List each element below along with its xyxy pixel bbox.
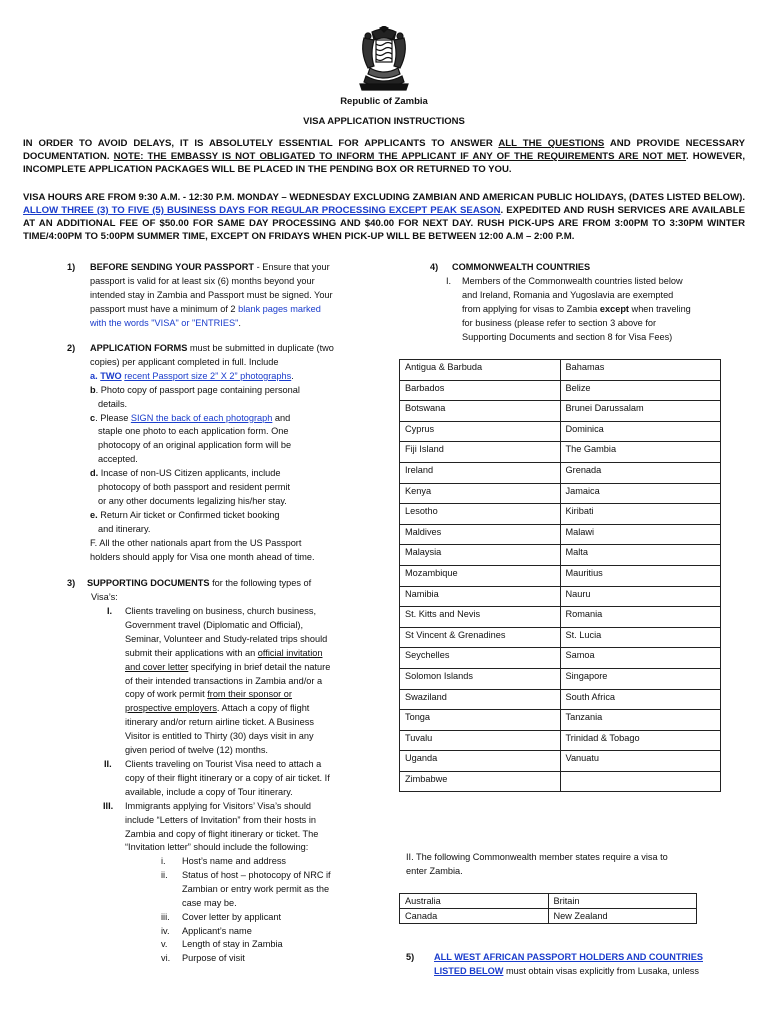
exempt-country-row bbox=[400, 504, 721, 525]
section-1-heading: BEFORE SENDING YOUR PASSPORT bbox=[90, 262, 255, 272]
country-cell: South Africa bbox=[560, 689, 721, 710]
exempt-country-row bbox=[400, 689, 721, 710]
invitation-letter-list: i. Host’s name and address ii. Status of host – photocopy of NRC if Zambian or entry work permit as the case may be. iii. Cover letter by applicant iv. Applicant’s name v. Length of stay in Zambia vi. Purpose of visit bbox=[161, 856, 331, 964]
exempt-country-row bbox=[400, 524, 721, 545]
country-title: Republic of Zambia bbox=[340, 96, 428, 107]
country-cell: Mauritius bbox=[560, 565, 721, 586]
country-cell: Canada bbox=[400, 909, 549, 924]
photo-size-link[interactable]: recent Passport size 2” X 2” photographs bbox=[124, 370, 292, 381]
listed-below-link[interactable]: LISTED BELOW bbox=[434, 965, 504, 976]
west-african-holders-link[interactable]: ALL WEST AFRICAN PASSPORT HOLDERS AND COUNTRIES bbox=[434, 952, 703, 962]
exempt-country-row bbox=[400, 751, 721, 772]
country-cell: Tuvalu bbox=[400, 730, 561, 751]
country-cell: Namibia bbox=[400, 586, 561, 607]
country-cell: Mozambique bbox=[400, 565, 561, 586]
country-cell: Lesotho bbox=[400, 504, 561, 525]
country-cell: Malaysia bbox=[400, 545, 561, 566]
section-4 bbox=[430, 261, 590, 275]
country-cell: Dominica bbox=[560, 421, 721, 442]
country-cell: Nauru bbox=[560, 586, 721, 607]
country-cell: Brunei Darussalam bbox=[560, 401, 721, 422]
exempt-country-row bbox=[400, 730, 721, 751]
visa-required-row bbox=[400, 909, 697, 924]
country-cell: The Gambia bbox=[560, 442, 721, 463]
visa-required-row bbox=[400, 894, 697, 909]
country-cell: Singapore bbox=[560, 668, 721, 689]
country-cell: Swaziland bbox=[400, 689, 561, 710]
country-cell: New Zealand bbox=[548, 909, 697, 924]
country-cell: Fiji Island bbox=[400, 442, 561, 463]
country-cell: Belize bbox=[560, 380, 721, 401]
country-cell: Cyprus bbox=[400, 421, 561, 442]
exempt-country-row bbox=[400, 545, 721, 566]
exempt-country-row bbox=[400, 710, 721, 731]
section-2-number: 2) bbox=[67, 343, 76, 353]
country-cell: Kenya bbox=[400, 483, 561, 504]
country-cell: Kiribati bbox=[560, 504, 721, 525]
section-2-heading: APPLICATION FORMS bbox=[90, 343, 188, 353]
country-cell: Romania bbox=[560, 607, 721, 628]
exempt-country-row bbox=[400, 565, 721, 586]
intro-paragraph-1: IN ORDER TO AVOID DELAYS, IT IS ABSOLUTELY ESSENTIAL FOR APPLICANTS TO ANSWER ALL THE QUESTIONS AND PROVIDE NECESSARY DOCUMENTATION. NOTE: THE EMBASSY IS NOT OBLIGATED TO INFORM THE APPLICANT IF ANY OF THE REQUIREMENTS ARE NOT MET. HOWEVER, INCOMPLETE APPLICATION PACKAGES WILL BE PLACED IN THE PENDING BOX OR RETURNED TO YOU. bbox=[23, 138, 745, 175]
exempt-country-row bbox=[400, 483, 721, 504]
section-3: 3) SUPPORTING DOCUMENTS for the following types of Visa’s: I. Clients traveling on business, church business, Government travel (Diplomatic and Official), Seminar, Volunteer and Study-related trips should submit their applications with an official invitation and cover letter specifying in brief detail the nature of their intended transactions in Zambia and/or a copy of work permit from their sponsor or prospective employers. Attach a copy of flight itinerary and/or return airline ticket. A Business Visitor is entitled to Thirty (30) days visit in any given period of twelve (12) months. II. Clients traveling on Tourist Visa need to attach a copy of their flight itinerary or a copy of air ticket. If available, include a copy of Tour itinerary. III. Immigrants applying for Visitors’ Visa’s should include “Letters of Invitation” from their hosts in Zambia and copy of flight itinerary or ticket. The “Invitation letter” should include the following: i. Host’s name and address ii. Status of host – photocopy of NRC if Zambian or entry work permit as the case may be. iii. Cover letter by applicant iv. Applicant’s name v. Length of stay in Zambia vi. Purpose of visit bbox=[67, 577, 363, 605]
section-3-number: 3) bbox=[67, 578, 76, 588]
section-4-visa-required-text: II. The following Commonwealth member states require a visa to enter Zambia. bbox=[406, 852, 668, 876]
country-cell: Samoa bbox=[560, 648, 721, 669]
embassy-note: NOTE: THE EMBASSY IS NOT OBLIGATED TO INFORM THE APPLICANT IF ANY OF THE REQUIREMENTS ARE NOT MET bbox=[113, 151, 687, 162]
blank-pages-link[interactable]: blank pages marked bbox=[238, 303, 321, 314]
country-cell: St. Lucia bbox=[560, 627, 721, 648]
country-cell: St Vincent & Grenadines bbox=[400, 627, 561, 648]
exempt-country-row bbox=[400, 462, 721, 483]
section-3-heading: SUPPORTING DOCUMENTS bbox=[87, 578, 210, 588]
section-4-exemption-text: I. Members of the Commonwealth countries listed below and Ireland, Romania and Yugoslavia are exempted from applying for visas to Zambia except when traveling for business (please refer to section 3 above for Supporting Documents and section 8 for Visa Fees) bbox=[446, 276, 691, 342]
country-cell: Ireland bbox=[400, 462, 561, 483]
country-cell: Tanzania bbox=[560, 710, 721, 731]
country-cell: Jamaica bbox=[560, 483, 721, 504]
two-photos-link[interactable]: TWO bbox=[100, 370, 122, 381]
zambia-coat-of-arms-icon bbox=[350, 26, 418, 96]
country-cell: Britain bbox=[548, 894, 697, 909]
section-1: 1) BEFORE SENDING YOUR PASSPORT - Ensure that your passport is valid for at least six (6) months beyond your intended stay in Zambia and Passport must be signed. Your passport must have a minimum of 2 blank pages marked with the words "VISA" or "ENTRIES". bbox=[67, 262, 333, 328]
exempt-country-row bbox=[400, 360, 721, 381]
country-cell: Bahamas bbox=[560, 360, 721, 381]
country-cell: Seychelles bbox=[400, 648, 561, 669]
country-cell: Solomon Islands bbox=[400, 668, 561, 689]
country-cell: St. Kitts and Nevis bbox=[400, 607, 561, 628]
exempt-country-row bbox=[400, 401, 721, 422]
processing-time-link[interactable]: ALLOW THREE (3) TO FIVE (5) BUSINESS DAYS FOR REGULAR PROCESSING EXCEPT PEAK SEASON bbox=[23, 205, 501, 216]
country-cell: Australia bbox=[400, 894, 549, 909]
country-cell bbox=[560, 771, 721, 792]
intro-paragraph-2: VISA HOURS ARE FROM 9:30 A.M. - 12:30 P.M. MONDAY – WEDNESDAY EXCLUDING ZAMBIAN AND AMERICAN PUBLIC HOLIDAYS, (DATES LISTED BELOW). ALLOW THREE (3) TO FIVE (5) BUSINESS DAYS FOR REGULAR PROCESSING EXCEPT PEAK SEASON. EXPEDITED AND RUSH SERVICES ARE AVAILABLE AT AN ADDITIONAL FEE OF $50.00 FOR SAME DAY PROCESSING AND $40.00 FOR NEXT DAY. RUSH PICK-UPS ARE FROM 3:00PM TO 3:30PM WINTER TIME/4:00PM TO 5:00PM SUMMER TIME, EXCEPT ON FRIDAYS WHEN PICK-UP WILL BE BETWEEN 12:00 A.M – 2:00 P.M. bbox=[23, 192, 745, 242]
section-5: 5) ALL WEST AFRICAN PASSPORT HOLDERS AND COUNTRIES LISTED BELOW must obtain visas explicitly from Lusaka, unless bbox=[406, 952, 703, 976]
country-cell: Malawi bbox=[560, 524, 721, 545]
country-cell: Trinidad & Tobago bbox=[560, 730, 721, 751]
country-cell: Tonga bbox=[400, 710, 561, 731]
section-4-heading: COMMONWEALTH COUNTRIES bbox=[452, 262, 591, 272]
country-cell: Botswana bbox=[400, 401, 561, 422]
document-title: VISA APPLICATION INSTRUCTIONS bbox=[303, 116, 465, 127]
exempt-country-row bbox=[400, 421, 721, 442]
exempt-country-row bbox=[400, 380, 721, 401]
section-5-number: 5) bbox=[406, 952, 415, 962]
exempt-country-row bbox=[400, 648, 721, 669]
section-4-number: 4) bbox=[430, 262, 439, 272]
section-2: 2) APPLICATION FORMS must be submitted in duplicate (two copies) per applicant completed in full. Include a. TWO recent Passport size 2” X 2” photographs. b. Photo copy of passport page containing personal details. c. Please SIGN the back of each photograph and staple one photo to each application form. One photocopy of an original application form will be accepted. d. Incase of non-US Citizen applicants, include photocopy of both passport and resident permit or any other documents legalizing his/her stay. e. Return Air ticket or Confirmed ticket booking and itinerary. F. All the other nationals apart from the US Passport holders should apply for Visa one month ahead of time. bbox=[67, 343, 334, 562]
country-cell: Zimbabwe bbox=[400, 771, 561, 792]
exempt-country-row bbox=[400, 586, 721, 607]
country-cell: Vanuatu bbox=[560, 751, 721, 772]
country-cell: Malta bbox=[560, 545, 721, 566]
country-cell: Barbados bbox=[400, 380, 561, 401]
exempt-countries-table bbox=[399, 359, 721, 792]
visa-entries-link[interactable]: with the words "VISA" or "ENTRIES" bbox=[90, 317, 239, 328]
country-cell: Grenada bbox=[560, 462, 721, 483]
sign-photograph-link[interactable]: SIGN the back of each photograph bbox=[130, 412, 273, 423]
exempt-country-row bbox=[400, 627, 721, 648]
country-cell: Uganda bbox=[400, 751, 561, 772]
exempt-country-row bbox=[400, 442, 721, 463]
country-cell: Antigua & Barbuda bbox=[400, 360, 561, 381]
exempt-country-row bbox=[400, 668, 721, 689]
country-cell: Maldives bbox=[400, 524, 561, 545]
visa-required-table bbox=[399, 893, 697, 924]
section-1-number: 1) bbox=[67, 262, 76, 272]
exempt-country-row bbox=[400, 607, 721, 628]
all-questions-emphasis: ALL THE QUESTIONS bbox=[498, 138, 605, 149]
exempt-country-row bbox=[400, 771, 721, 792]
